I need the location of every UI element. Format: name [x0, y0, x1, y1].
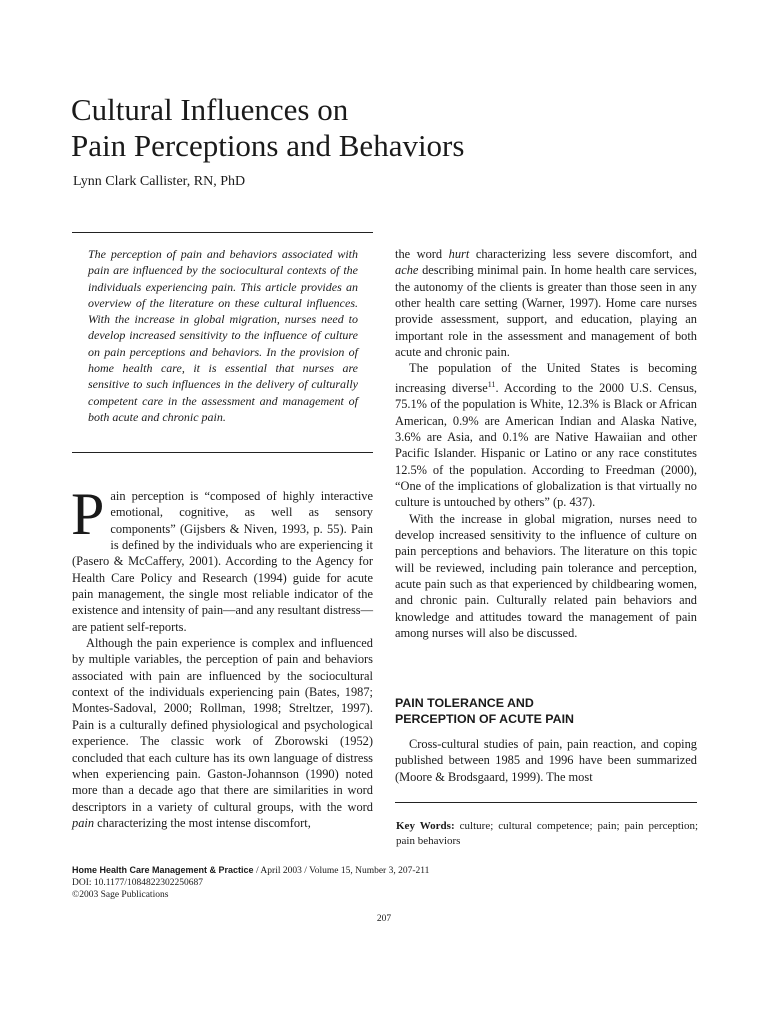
body-paragraph-1: Pain perception is “composed of highly interactive emotional, cognitive, as well as sensory components” (Gijsbers & Niven, 1993, p. 55). Pain is defined by the individuals who are experiencing it (Pasero & McCaffery, 2001). According to the Agency for Health Care Policy and Research (1994) guide for acute pain management, the single most reliable indicator of the existence and intensity of pain—and any resultant distress—are patient self-reports. [71, 481, 373, 634]
left-column [71, 481, 373, 831]
title-line-1: Cultural Influences on [71, 92, 349, 127]
reference-superscript: 11 [487, 379, 496, 389]
drop-cap: P [71, 481, 105, 547]
title-line-2: Pain Perceptions and Behaviors [71, 128, 465, 163]
journal-citation: / April 2003 / Volume 15, Number 3, 207-211 [253, 866, 430, 876]
body-paragraph-2: Although the pain experience is complex and influenced by multiple variables, the perception of pain and behaviors associated with pain are influenced by the sociocultural context of the individuals experiencing pain (Bates, 1987; Montes-Sadoval, 2000; Rollman, 1998; Streltzer, 1997). Pain is a culturally defined physiological and psychological experience. The classic work of Zborowski (1952) concluded that each culture has its own language of distress when experiencing pain. Gaston-Johannson (1990) noted more than a decade ago that there are similarities in word descriptors in a variety of cultural groups, with the word pain characterizing the most intense discomfort, [72, 636, 373, 830]
section-heading: PAIN TOLERANCE AND PERCEPTION OF ACUTE PAIN [395, 696, 574, 726]
right-column-continued [395, 736, 697, 785]
keywords [396, 819, 698, 849]
citation-footer [72, 864, 429, 901]
body-paragraph-3: the word hurt characterizing less severe discomfort, and ache describing minimal pain. In home health care services, the autonomy of the clients is greater than those seen in any other health care setting (Warner, 1997). Home care nurses provide assessment, support, and education, playing an important role in the assessment and management of both acute and chronic pain. [395, 247, 697, 360]
body-paragraph-4: The population of the United States is becoming increasing diverse$^{11}$. According to the 2000 U.S. Census, 75.1% of the population is White, 12.3% is Black or African American, 0.9% are American Indian and Alaska Native, 3.6% are Asia, and 0.1% are Native Hawaiian and other Pacific Islander. Hispanic or Latino or any race constitutes 12.5% of the population. According to Freedman (2000), “One of the implications of globalization is that virtually no culture is untouched by others” (p. 437). [395, 361, 697, 510]
abstract-top-rule [72, 232, 373, 233]
abstract: The perception of pain and behaviors associated with pain are influenced by the sociocultural contexts of the individuals experiencing pain. This article provides an overview of the literature on these cultural influences. With the increase in global migration, nurses need to develop increased sensitivity to the influence of culture on pain perceptions and behaviors. In the provision of home health care, it is essential that nurses are sensitive to such influences in the delivery of culturally competent care in the assessment and management of both acute and chronic pain. [88, 247, 358, 424]
right-column [395, 246, 697, 641]
copyright: ©2003 Sage Publications [72, 890, 169, 900]
keywords-text: culture; cultural competence; pain; pain perception; pain behaviors [396, 820, 699, 847]
abstract-bottom-rule [72, 452, 373, 453]
author-byline: Lynn Clark Callister, RN, PhD [73, 174, 246, 189]
body-paragraph-5: With the increase in global migration, nurses need to develop increased sensitivity to the influence of culture on pain perceptions and behaviors. The literature on this topic will be reviewed, including pain tolerance and perception, acute pain such as that experienced by childbearing women, and chronic pain. Culturally related pain behaviors and knowledge and attitudes toward the management of pain among nurses will also be discussed. [395, 511, 697, 641]
article-title [71, 92, 711, 164]
journal-name: Home Health Care Management & Practice [72, 865, 254, 875]
keywords-rule [395, 802, 697, 803]
keywords-label: Key Words: [396, 820, 455, 832]
page-number: 207 [376, 914, 392, 924]
body-paragraph-6: Cross-cultural studies of pain, pain reaction, and coping published between 1985 and 1996 have been summarized (Moore & Brodsgaard, 1999). The most [395, 737, 697, 784]
doi: DOI: 10.1177/1084822302250687 [72, 878, 204, 888]
